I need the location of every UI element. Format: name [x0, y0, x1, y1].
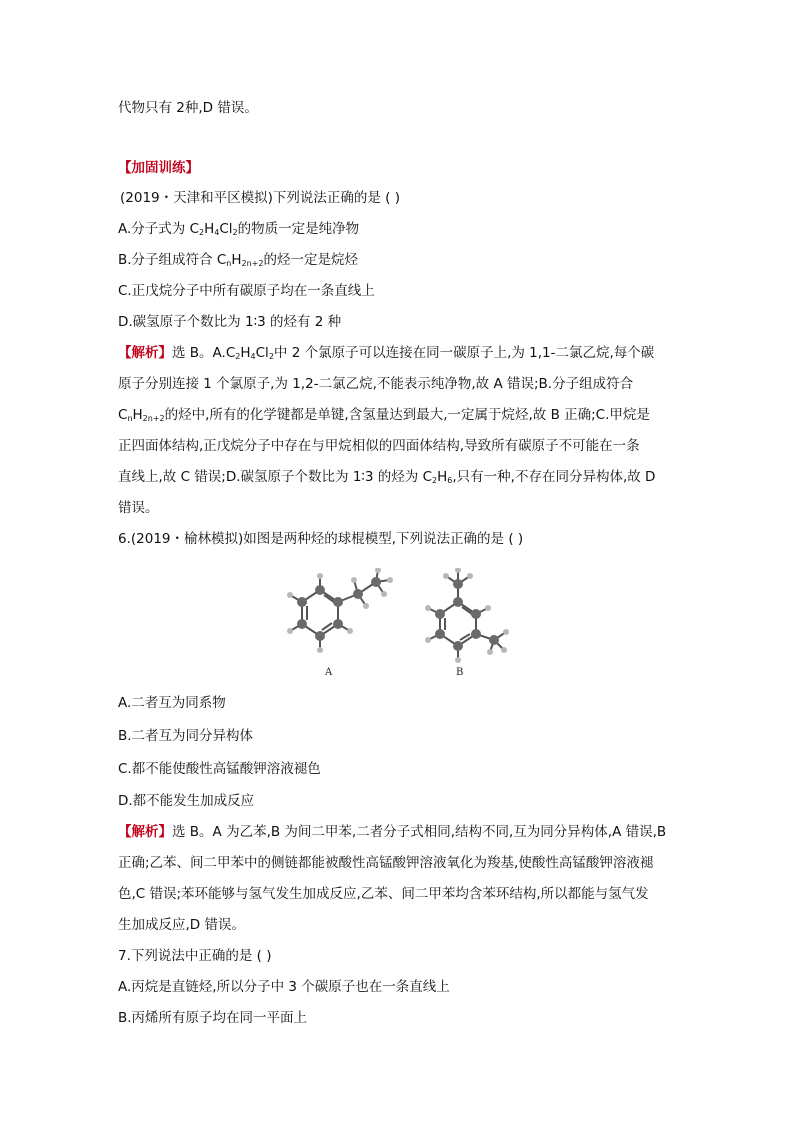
option-d: D.碳氢原子个数比为 1∶3 的烃有 2 种 — [118, 314, 342, 330]
question-stem: 6.(2019・榆林模拟)如图是两种烃的球棍模型,下列说法正确的是 ( ) — [118, 531, 524, 547]
option-a: A.丙烷是直链烃,所以分子中 3 个碳原子也在一条直线上 — [118, 979, 450, 995]
figure-label-a: A — [325, 667, 333, 678]
analysis-line: 正确;乙苯、间二甲苯中的侧链都能被酸性高锰酸钾溶液氧化为羧基,使酸性高锰酸钾溶液褪 — [118, 855, 654, 871]
analysis-tag: 【解析】 — [118, 345, 172, 361]
option-b: B.二者互为同分异构体 — [118, 728, 254, 744]
analysis-line: 生加成反应,D 错误。 — [118, 917, 245, 933]
option-c: C.都不能使酸性高锰酸钾溶液褪色 — [118, 761, 321, 777]
option-b: B.丙烯所有原子均在同一平面上 — [118, 1010, 308, 1026]
ball-stick-figure — [280, 568, 520, 688]
analysis-line: 直线上,故 C 错误;D.碳氢原子个数比为 1∶3 的烃为 $C_2H_6$,只有一种,不存在同分异构体,故 D — [118, 469, 656, 485]
analysis-line: 色,C 错误;苯环能够与氢气发生加成反应,乙苯、间二甲苯均含苯环结构,所以都能与氢气发 — [118, 886, 649, 902]
analysis-line: 错误。 — [118, 500, 159, 516]
option-b: B.分子组成符合 $C_nH_{2n+2}$的烃一定是烷烃 — [118, 252, 358, 268]
question-stem: (2019・天津和平区模拟)下列说法正确的是 ( ) — [120, 190, 401, 206]
molecule-b-atoms — [425, 568, 509, 663]
option-a: A.分子式为 $C_2H_4Cl_2$的物质一定是纯净物 — [118, 221, 360, 237]
option-d: D.都不能发生加成反应 — [118, 793, 255, 809]
analysis-tag: 【解析】 — [118, 824, 172, 840]
analysis-line: 【解析】选 B。$A.C_2H_4Cl_2$中 2 个氯原子可以连接在同一碳原子上,为 1,1-二氯乙烷,每个碳 — [118, 345, 655, 361]
option-a: A.二者互为同系物 — [118, 695, 226, 711]
analysis-line: 【解析】选 B。A 为乙苯,B 为间二甲苯,二者分子式相同,结构不同,互为同分异构体,A 错误,B — [118, 824, 667, 840]
text-line: 代物只有 2种,D 错误。 — [118, 100, 258, 116]
figure-label-b: B — [456, 667, 464, 678]
analysis-line: $C_nH_{2n+2}$的烃中,所有的化学键都是单键,含氢量达到最大,一定属于烷烃,故 B 正确;C.甲烷是 — [118, 407, 650, 423]
section-tag: 【加固训练】 — [118, 160, 199, 176]
question-stem: 7.下列说法中正确的是 ( ) — [118, 948, 272, 964]
option-c: C.正戊烷分子中所有碳原子均在一条直线上 — [118, 283, 375, 299]
analysis-line: 正四面体结构,正戊烷分子中存在与甲烷相似的四面体结构,导致所有碳原子不可能在一条 — [118, 438, 640, 454]
analysis-line: 原子分别连接 1 个氯原子,为 1,2-二氯乙烷,不能表示纯净物,故 A 错误;B.分子组成符合 — [118, 376, 634, 392]
